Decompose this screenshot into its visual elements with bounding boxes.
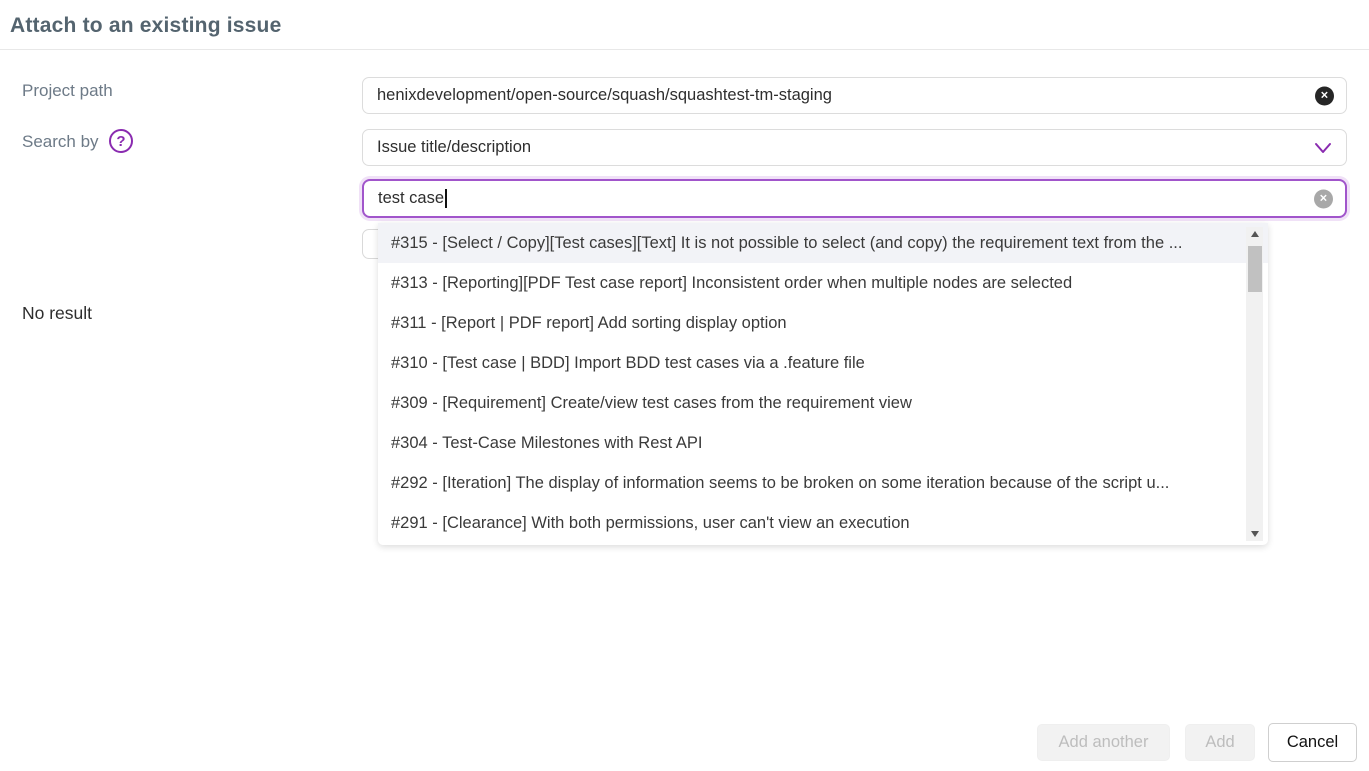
help-icon[interactable]: ?: [109, 129, 133, 153]
issue-suggestion-item[interactable]: #304 - Test-Case Milestones with Rest API: [391, 434, 703, 452]
project-path-label: Project path: [22, 81, 113, 100]
no-result-text: No result: [22, 303, 93, 323]
issue-suggestion-item[interactable]: #315 - [Select / Copy][Test cases][Text] It is not possible to select (and copy) the requirement text from the ...: [378, 223, 1268, 263]
search-by-label: Search by: [22, 132, 99, 151]
text-caret: [445, 189, 447, 208]
project-path-input[interactable]: [362, 77, 1347, 114]
chevron-down-icon[interactable]: [1314, 142, 1332, 154]
issue-suggestion-item[interactable]: #313 - [Reporting][PDF Test case report] Inconsistent order when multiple nodes are selected: [391, 274, 1073, 292]
scrollbar[interactable]: [1246, 227, 1263, 541]
issue-suggestion-item[interactable]: #309 - [Requirement] Create/view test cases from the requirement view: [391, 394, 912, 412]
add-button[interactable]: Add: [1185, 724, 1255, 761]
dialog-title: Attach to an existing issue: [10, 14, 282, 37]
search-by-select[interactable]: [362, 129, 1347, 166]
clear-icon[interactable]: ✕: [1314, 189, 1333, 208]
cancel-button[interactable]: Cancel: [1268, 723, 1357, 762]
issue-search-text: test case: [378, 189, 445, 207]
issue-suggestion-item[interactable]: #311 - [Report | PDF report] Add sorting display option: [391, 314, 787, 332]
scrollbar-thumb[interactable]: [1248, 246, 1262, 292]
issue-suggestion-item[interactable]: #310 - [Test case | BDD] Import BDD test cases via a .feature file: [391, 354, 865, 372]
issue-suggestions-dropdown: [378, 223, 1268, 545]
dialog-header: [0, 0, 1369, 50]
search-by-selected-value: Issue title/description: [377, 138, 532, 156]
clear-icon[interactable]: ✕: [1315, 86, 1334, 105]
project-path-value: henixdevelopment/open-source/squash/squashtest-tm-staging: [377, 86, 832, 104]
scroll-down-icon[interactable]: [1246, 527, 1263, 541]
issue-search-value: [378, 181, 447, 216]
add-another-button[interactable]: Add another: [1037, 724, 1170, 761]
issue-suggestion-item[interactable]: #292 - [Iteration] The display of information seems to be broken on some iteration because of the script u...: [391, 474, 1170, 492]
scroll-up-icon[interactable]: [1246, 227, 1263, 241]
issue-search-input[interactable]: [362, 179, 1347, 218]
issue-suggestion-item[interactable]: #291 - [Clearance] With both permissions, user can't view an execution: [391, 514, 910, 532]
